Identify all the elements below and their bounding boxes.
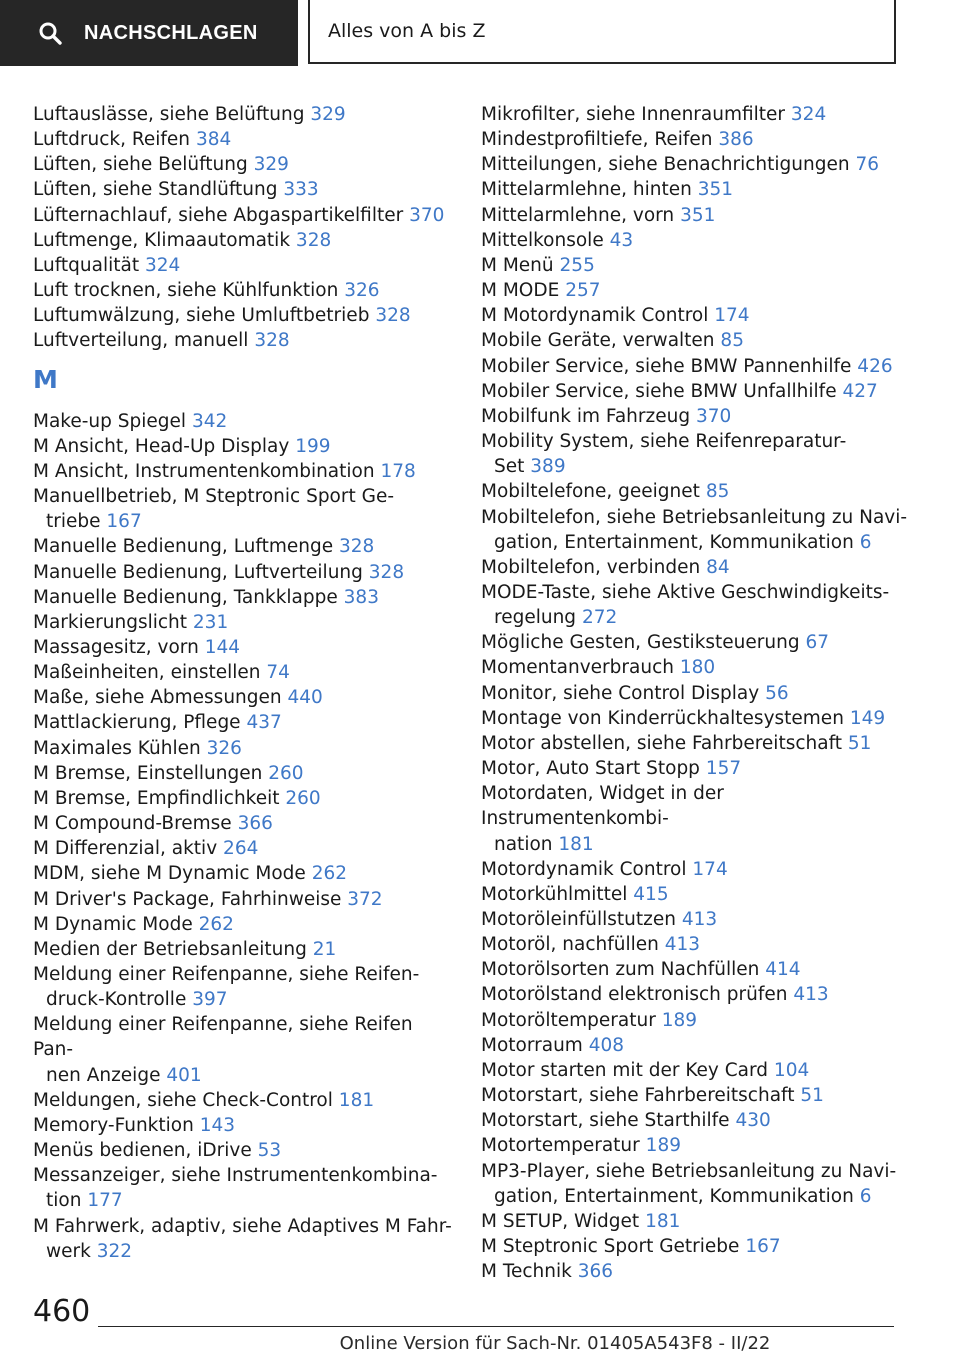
page-reference-link[interactable]: 53	[257, 1140, 282, 1162]
page-reference-link[interactable]: 426	[857, 355, 893, 377]
footer-text: Online Version für Sach-Nr. 01405A543F8 - II/22	[339, 1333, 771, 1354]
index-entry	[33, 328, 453, 353]
page-reference-link[interactable]: 104	[773, 1059, 810, 1081]
page-number: 460	[33, 1294, 91, 1329]
entry-term: Manuellbetrieb, M Steptronic Sport Ge-	[33, 486, 395, 508]
entry-term-continuation	[481, 605, 911, 630]
index-column-right	[481, 102, 911, 1284]
page-reference-link[interactable]: 260	[268, 762, 304, 784]
page-reference-link[interactable]: 181	[558, 833, 594, 855]
entry-term: M Ansicht, Instrumentenkombination	[33, 460, 375, 482]
index-entry	[481, 379, 911, 404]
page-reference-link[interactable]: 74	[266, 662, 290, 684]
entry-term: Mobiltelefon, siehe Betriebsanleitung zu Navi-	[481, 506, 908, 528]
entry-term: M Dynamic Mode	[33, 913, 193, 935]
index-entry	[33, 228, 453, 253]
index-entry	[481, 655, 911, 680]
entry-term: Mattlackierung, Pflege	[33, 712, 241, 734]
page-reference-link[interactable]: 181	[645, 1210, 681, 1232]
entry-term: Motorölstand elektronisch prüfen	[481, 984, 788, 1006]
entry-term-continued-text: gation, Entertainment, Kommunikation	[494, 531, 854, 553]
entry-term: Maßeinheiten, einstellen	[33, 662, 261, 684]
page-reference-link[interactable]: 397	[192, 989, 228, 1011]
entry-term: M Differenzial, aktiv	[33, 838, 218, 860]
entry-term: Mögliche Gesten, Gestiksteuerung	[481, 632, 800, 654]
entry-term: Lüften, siehe Belüftung	[33, 154, 248, 176]
index-entry	[33, 1088, 453, 1113]
entry-term: M Technik	[481, 1261, 572, 1283]
page-reference-link[interactable]: 177	[87, 1190, 123, 1212]
index-entry	[481, 102, 911, 127]
index-entry	[481, 882, 911, 907]
page-reference-link[interactable]: 257	[565, 280, 601, 302]
index-entry	[33, 152, 453, 177]
page-reference-link[interactable]: 272	[581, 607, 618, 629]
entry-term: Motor starten mit der Key Card	[481, 1059, 769, 1081]
index-entry	[33, 278, 453, 303]
index-entry	[481, 1008, 911, 1033]
page-reference-link[interactable]: 413	[681, 909, 718, 930]
entry-term: Luftverteilung, manuell	[33, 330, 249, 352]
index-entry	[33, 811, 453, 836]
index-entry	[33, 203, 453, 228]
entry-term-continued-text: tion	[46, 1190, 82, 1212]
entry-term-continuation	[481, 1184, 911, 1209]
entry-term-continued-text: regelung	[494, 607, 577, 629]
index-entry	[481, 982, 911, 1007]
page-reference-link[interactable]: 167	[106, 511, 142, 533]
index-entry	[33, 685, 453, 710]
page-reference-link[interactable]: 413	[664, 934, 701, 956]
page-reference-link[interactable]: 366	[577, 1261, 614, 1283]
page-reference-link[interactable]: 386	[718, 129, 754, 151]
entry-term: Monitor, siehe Control Display	[481, 682, 760, 704]
entry-term-continued-text: Set	[494, 456, 525, 478]
index-entry	[481, 1209, 911, 1234]
index-entry	[481, 203, 911, 228]
index-entry	[33, 102, 453, 127]
page-reference-link[interactable]: 328	[338, 536, 375, 558]
page-reference-link[interactable]: 328	[254, 330, 290, 352]
page-reference-link[interactable]: 189	[645, 1135, 681, 1157]
index-entry	[33, 1012, 453, 1087]
index-entry	[33, 962, 453, 1012]
page-reference-link[interactable]: 189	[661, 1009, 698, 1031]
index-entry	[481, 857, 911, 882]
entry-term: Menüs bedienen, iDrive	[33, 1140, 252, 1162]
page-reference-link[interactable]: 370	[409, 204, 445, 226]
index-group-l	[33, 102, 453, 354]
index-entry	[481, 479, 911, 504]
entry-term-continued-text: druck-Kontrolle	[46, 989, 187, 1011]
index-entry	[33, 937, 453, 962]
entry-term: Mobiltelefone, geeignet	[481, 481, 700, 503]
page-reference-link[interactable]: 178	[380, 460, 416, 482]
entry-term: Meldung einer Reifenpanne, siehe Reifen-	[33, 964, 420, 985]
index-entry	[481, 1083, 911, 1108]
index-entry	[481, 681, 911, 706]
page-reference-link[interactable]: 415	[633, 883, 669, 905]
entry-term-continuation	[33, 509, 453, 534]
page-reference-link[interactable]: 351	[680, 204, 716, 226]
index-entry	[481, 1234, 911, 1259]
page-reference-link[interactable]: 329	[253, 154, 289, 176]
page-reference-link[interactable]: 328	[295, 229, 332, 251]
entry-term: M SETUP, Widget	[481, 1210, 640, 1232]
entry-term: MODE-Taste, siehe Aktive Geschwindigkeits-	[481, 581, 890, 603]
entry-term: MP3-Player, siehe Betriebsanleitung zu Navi-	[481, 1160, 897, 1182]
entry-term: Motoröleinfüllstutzen	[481, 909, 676, 930]
page-reference-link[interactable]: 401	[166, 1064, 202, 1086]
entry-term: M Motordynamik Control	[481, 305, 709, 327]
index-entry	[481, 1058, 911, 1083]
entry-term: Mittelkonsole	[481, 229, 604, 251]
index-entry	[481, 580, 911, 630]
page-reference-link[interactable]: 408	[588, 1034, 625, 1056]
page-reference-link[interactable]: 430	[735, 1110, 771, 1132]
page-reference-link[interactable]: 427	[842, 380, 878, 402]
page-reference-link[interactable]: 351	[697, 179, 734, 201]
index-entry	[481, 278, 911, 303]
index-entry	[33, 484, 453, 534]
page-header	[0, 0, 960, 66]
index-entry	[33, 253, 453, 278]
entry-term: Meldung einer Reifenpanne, siehe Reifen Pan-	[33, 1014, 413, 1061]
page-reference-link[interactable]: 440	[287, 687, 323, 709]
entry-term: Luft trocknen, siehe Kühlfunktion	[33, 280, 339, 302]
entry-term: M Bremse, Empfindlichkeit	[33, 787, 280, 809]
index-entry	[33, 861, 453, 886]
page-reference-link[interactable]: 144	[204, 636, 241, 658]
index-entry	[481, 907, 911, 932]
page-reference-link[interactable]: 157	[705, 758, 742, 780]
page-reference-link[interactable]: 174	[692, 858, 728, 880]
entry-term-continued-text: werk	[46, 1240, 91, 1262]
entry-term: M Menü	[481, 254, 554, 276]
search-tab-label: NACHSCHLAGEN	[84, 21, 258, 44]
page-reference-link[interactable]: 21	[312, 938, 337, 960]
index-entry	[481, 1108, 911, 1133]
entry-term: Medien der Betriebsanleitung	[33, 938, 307, 960]
entry-term: Mobile Geräte, verwalten	[481, 330, 715, 352]
entry-term: Markierungslicht	[33, 611, 188, 633]
index-entry	[33, 887, 453, 912]
index-entry	[33, 710, 453, 735]
page-reference-link[interactable]: 384	[195, 129, 232, 151]
entry-term: Maße, siehe Abmessungen	[33, 687, 282, 709]
entry-term: Mikrofilter, siehe Innenraumfilter	[481, 104, 786, 125]
entry-term: M Steptronic Sport Getriebe	[481, 1236, 740, 1258]
index-entry	[33, 635, 453, 660]
entry-term: MDM, siehe M Dynamic Mode	[33, 863, 306, 885]
entry-term-continuation	[33, 1188, 453, 1213]
index-entry	[481, 781, 911, 856]
page-reference-link[interactable]: 326	[344, 280, 380, 302]
footer-divider	[98, 1326, 894, 1327]
page-reference-link[interactable]: 437	[246, 712, 282, 734]
page-reference-link[interactable]: 383	[343, 586, 379, 608]
index-entry	[33, 177, 453, 202]
entry-term: Luftqualität	[33, 254, 140, 276]
entry-term: Motorraum	[481, 1034, 583, 1056]
entry-term: Luftmenge, Klimaautomatik	[33, 229, 291, 251]
page-reference-link[interactable]: 85	[705, 481, 730, 503]
index-entry	[481, 127, 911, 152]
index-entry	[33, 1138, 453, 1163]
entry-term: Mobiltelefon, verbinden	[481, 556, 701, 578]
page-reference-link[interactable]: 181	[338, 1089, 375, 1111]
page-reference-link[interactable]: 329	[310, 104, 346, 125]
entry-term: Messanzeiger, siehe Instrumentenkombina-	[33, 1165, 438, 1187]
entry-term: Manuelle Bedienung, Luftmenge	[33, 536, 334, 558]
entry-term: Lüften, siehe Standlüftung	[33, 179, 278, 201]
index-entry	[33, 1214, 453, 1264]
page-reference-link[interactable]: 333	[283, 179, 319, 201]
page-reference-link[interactable]: 6	[859, 1185, 872, 1207]
entry-term: Luftauslässe, siehe Belüftung	[33, 104, 305, 125]
entry-term: Motor abstellen, siehe Fahrbereitschaft	[481, 732, 843, 754]
page-reference-link[interactable]: 324	[144, 254, 181, 276]
page-reference-link[interactable]: 67	[805, 632, 830, 654]
entry-term-continued-text: triebe	[46, 511, 101, 533]
index-entry	[33, 836, 453, 861]
entry-term: Memory-Funktion	[33, 1114, 194, 1136]
page-reference-link[interactable]: 167	[745, 1236, 781, 1258]
entry-term: Mittelarmlehne, hinten	[481, 179, 692, 201]
page-reference-link[interactable]: 149	[849, 707, 886, 729]
page-reference-link[interactable]: 414	[765, 959, 801, 981]
index-entry	[33, 560, 453, 585]
entry-term: M MODE	[481, 280, 560, 302]
page-reference-link[interactable]: 180	[679, 657, 716, 679]
entry-term: Mobiler Service, siehe BMW Unfallhilfe	[481, 380, 837, 402]
index-entry	[481, 152, 911, 177]
index-entry	[481, 1259, 911, 1284]
entry-term: M Driver's Package, Fahrhinweise	[33, 888, 342, 910]
index-entry	[481, 404, 911, 429]
page-reference-link[interactable]: 413	[793, 984, 829, 1006]
entry-term: Make-up Spiegel	[33, 410, 187, 432]
index-entry	[33, 761, 453, 786]
page-reference-link[interactable]: 370	[695, 405, 732, 427]
page-reference-link[interactable]: 264	[223, 838, 259, 860]
page-reference-link[interactable]: 143	[199, 1114, 236, 1136]
entry-term: Manuelle Bedienung, Tankklappe	[33, 586, 338, 608]
entry-term-continued-text: nen Anzeige	[46, 1064, 161, 1086]
index-entry	[33, 610, 453, 635]
index-column-left	[33, 102, 453, 1264]
index-entry	[33, 1163, 453, 1213]
page-reference-link[interactable]: 43	[609, 229, 634, 251]
index-entry	[481, 957, 911, 982]
index-entry	[481, 177, 911, 202]
entry-term: Meldungen, siehe Check-Control	[33, 1089, 333, 1111]
page-reference-link[interactable]: 262	[311, 863, 347, 885]
entry-term: Luftdruck, Reifen	[33, 129, 191, 151]
page-reference-link[interactable]: 328	[375, 305, 411, 327]
page-reference-link[interactable]: 199	[295, 435, 331, 457]
entry-term: Motor, Auto Start Stopp	[481, 758, 700, 780]
entry-term-continued-text: gation, Entertainment, Kommunikation	[494, 1185, 854, 1207]
search-icon	[38, 21, 62, 45]
entry-term: Motoröl, nachfüllen	[481, 934, 659, 956]
entry-term: Motortemperatur	[481, 1135, 640, 1157]
index-group-m	[33, 409, 453, 1264]
page-reference-link[interactable]: 326	[206, 737, 242, 759]
index-entry	[33, 534, 453, 559]
page-reference-link[interactable]: 6	[859, 531, 872, 553]
entry-term: Motorkühlmittel	[481, 883, 628, 905]
page-reference-link[interactable]: 255	[559, 254, 595, 276]
entry-term-continuation	[33, 1063, 453, 1088]
index-entry	[481, 1133, 911, 1158]
entry-term: Lüfternachlauf, siehe Abgaspartikelfilter	[33, 204, 404, 226]
section-title: Alles von A bis Z	[328, 20, 486, 42]
page-reference-link[interactable]: 76	[855, 154, 880, 176]
entry-term: M Bremse, Einstellungen	[33, 762, 263, 784]
index-entry	[481, 1159, 911, 1209]
index-entry	[481, 429, 911, 479]
index-entry	[481, 505, 911, 555]
page-reference-link[interactable]: 366	[237, 813, 273, 835]
entry-term: Manuelle Bedienung, Luftverteilung	[33, 561, 363, 583]
index-entry	[481, 706, 911, 731]
page-reference-link[interactable]: 51	[847, 732, 872, 754]
page-reference-link[interactable]: 328	[368, 561, 405, 583]
entry-term: Montage von Kinderrückhaltesystemen	[481, 707, 844, 729]
entry-term: Motordynamik Control	[481, 858, 687, 880]
index-entry	[33, 660, 453, 685]
entry-term: Mitteilungen, siehe Benachrichtigungen	[481, 154, 850, 176]
index-entry	[481, 328, 911, 353]
index-entry	[481, 303, 911, 328]
page-reference-link[interactable]: 174	[714, 305, 750, 327]
entry-term: Motorölsorten zum Nachfüllen	[481, 959, 760, 981]
index-entry	[33, 585, 453, 610]
entry-term: M Ansicht, Head-Up Display	[33, 435, 290, 457]
entry-term: Motorstart, siehe Starthilfe	[481, 1110, 730, 1132]
entry-term: Mobilfunk im Fahrzeug	[481, 405, 691, 427]
page-reference-link[interactable]: 322	[96, 1240, 133, 1262]
page-reference-link[interactable]: 84	[706, 556, 730, 578]
entry-term-continuation	[481, 832, 911, 857]
index-entry	[33, 434, 453, 459]
entry-term: Luftumwälzung, siehe Umluftbetrieb	[33, 305, 370, 327]
index-entry	[481, 731, 911, 756]
entry-term: Massagesitz, vorn	[33, 636, 199, 658]
index-entry	[33, 409, 453, 434]
section-tab[interactable]	[308, 0, 896, 64]
index-entry	[33, 786, 453, 811]
index-entry	[481, 228, 911, 253]
entry-term-continuation	[33, 987, 453, 1012]
entry-term: Mindestprofiltiefe, Reifen	[481, 129, 713, 151]
page-reference-link[interactable]: 262	[198, 913, 234, 935]
index-entry	[33, 736, 453, 761]
index-entry	[481, 253, 911, 278]
search-tab[interactable]	[0, 0, 298, 66]
page-reference-link[interactable]: 342	[191, 410, 228, 432]
index-entry	[481, 932, 911, 957]
entry-term: Motoröltemperatur	[481, 1009, 656, 1031]
entry-term: M Compound-Bremse	[33, 813, 232, 835]
index-entry	[481, 756, 911, 781]
entry-term: Mobiler Service, siehe BMW Pannenhilfe	[481, 355, 852, 377]
index-entry	[33, 1113, 453, 1138]
page-reference-link[interactable]: 389	[530, 456, 566, 478]
index-entry	[481, 630, 911, 655]
index-entry	[481, 354, 911, 379]
entry-term: Motorstart, siehe Fahrbereitschaft	[481, 1085, 795, 1107]
page-reference-link[interactable]: 231	[192, 611, 229, 633]
page-reference-link[interactable]: 260	[285, 787, 321, 809]
entry-term: M Fahrwerk, adaptiv, siehe Adaptives M Fahr-	[33, 1215, 452, 1237]
index-entry	[481, 555, 911, 580]
entry-term: Mobility System, siehe Reifenreparatur-	[481, 431, 847, 453]
index-entry	[33, 127, 453, 152]
index-entry	[33, 303, 453, 328]
entry-term-continuation	[481, 454, 911, 479]
entry-term: Maximales Kühlen	[33, 737, 201, 759]
page-reference-link[interactable]: 56	[765, 682, 789, 704]
entry-term-continued-text: nation	[494, 833, 553, 855]
page-reference-link[interactable]: 51	[800, 1085, 824, 1107]
entry-term: Mittelarmlehne, vorn	[481, 204, 675, 226]
index-entry	[481, 1033, 911, 1058]
index-entry	[33, 912, 453, 937]
entry-term-continuation	[33, 1239, 453, 1264]
page-reference-link[interactable]: 324	[790, 104, 827, 125]
index-entry	[33, 459, 453, 484]
entry-term: Momentanverbrauch	[481, 657, 674, 679]
letter-heading-m: M	[33, 364, 58, 394]
page-reference-link[interactable]: 85	[720, 330, 744, 352]
entry-term: Motordaten, Widget in der Instrumentenkombi-	[481, 783, 724, 830]
entry-term-continuation	[481, 530, 911, 555]
page-reference-link[interactable]: 372	[347, 888, 383, 910]
